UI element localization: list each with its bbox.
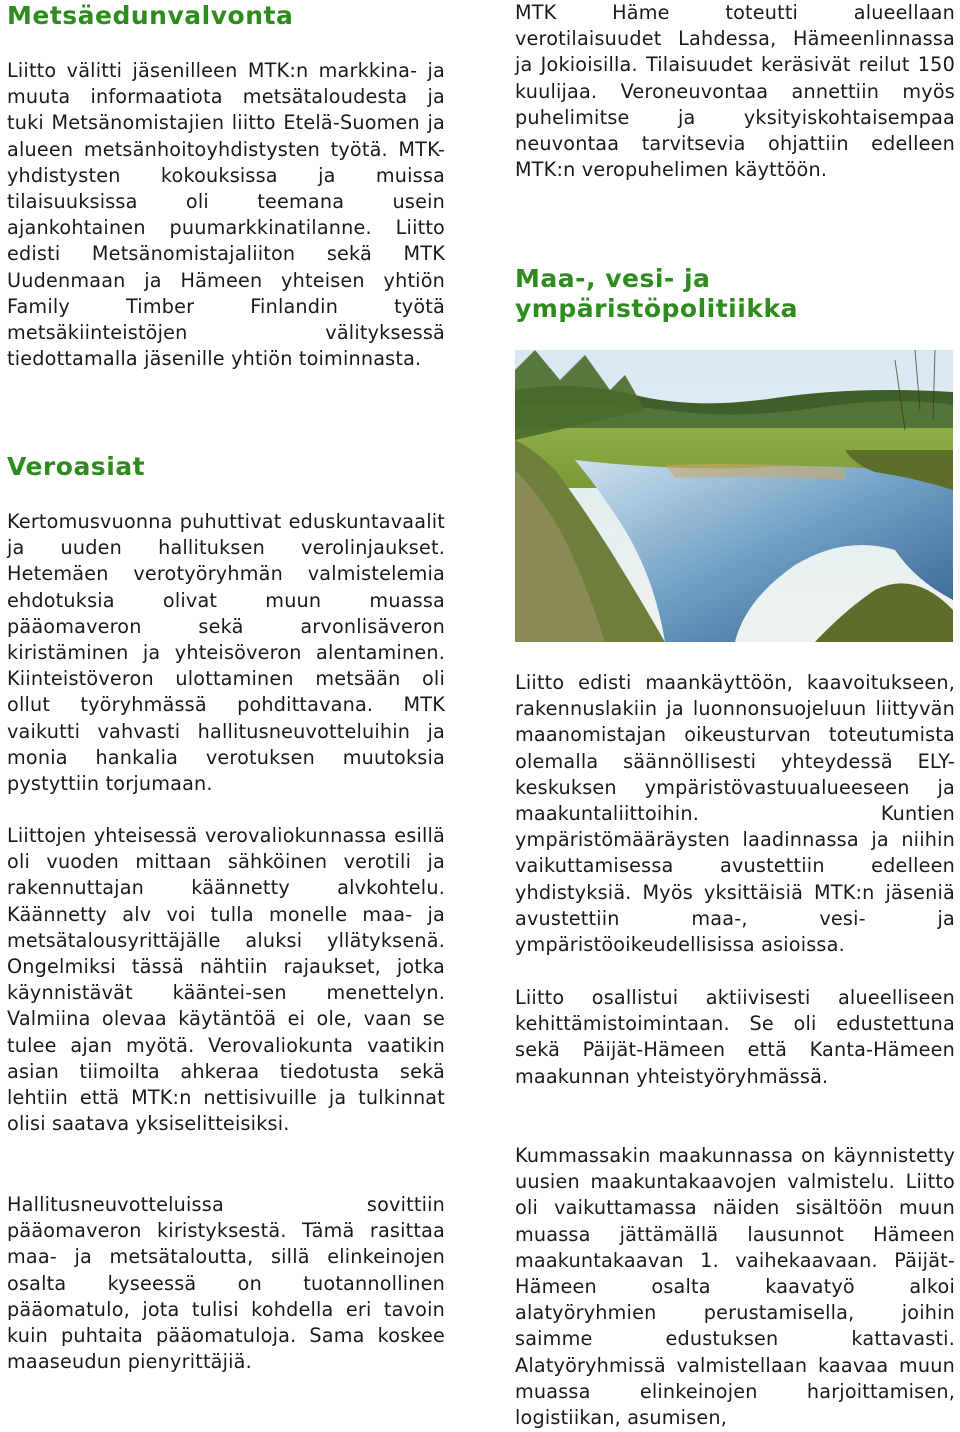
paragraph-tax-1: Kertomusvuonna puhuttivat eduskuntavaalit ja uuden hallituksen verolinjaukset. Hetemäen verotyöryhmän valmistelemia ehdotuksia olivat muun muassa pääomaveron sekä arvonlisäveron kiristäminen ja yhteisöveron alentaminen. Kiinteistöveron ulottaminen metsään oli ollut työryhmässä pohdittavana. MTK vaikutti vahvasti hallitusneuvotteluihin ja monia hankalia verotuksen muutoksia pystyttiin torjumaan.	[7, 510, 445, 796]
paragraph-tax-events: MTK Häme toteutti alueellaan verotilaisuudet Lahdessa, Hämeenlinnassa ja Jokioisilla. Tilaisuudet keräsivät reilut 150 kuulijaa. Veroneuvontaa annettiin myös puhelimitse ja yksityiskohtaisempaa neuvontaa tarvitsevia ohjattiin edelleen MTK:n veropuhelimen käyttöön.	[515, 1, 955, 182]
paragraph-environment-1: Liitto edisti maankäyttöön, kaavoitukseen, rakennuslakiin ja luonnonsuojeluun liittyvän maanomistajan oikeusturvan toteutumista olemalla säännöllisesti yhteydessä ELY-keskuksen ympäristövastuualueeseen ja maakuntaliittoihin. Kuntien ympäristömääräysten laadinnassa ja niihin vaikuttamisessa avustettiin edelleen yhdistyksiä. Myös yksittäisiä MTK:n jäseniä avustettiin maa-, vesi- ja ympäristöoikeudellisissa asioissa.	[515, 671, 955, 957]
section-heading-forest: Metsäedunvalvonta	[7, 1, 294, 30]
paragraph-tax-3: Hallitusneuvotteluissa sovittiin pääomaveron kiristyksestä. Tämä rasittaa maa- ja metsätaloutta, sillä elinkeinojen osalta kyseessä on tuotannollinen pääomatulo, jota tulisi kohdella eri tavoin kuin puhtaita pääomatuloja. Sama koskee maaseudun pienyrittäjiä.	[7, 1193, 445, 1374]
river-landscape-photo	[515, 350, 953, 642]
section-heading-tax: Veroasiat	[7, 452, 146, 481]
section-heading-environment: Maa-, vesi- ja ympäristöpolitiikka	[515, 264, 798, 323]
paragraph-forest: Liitto välitti jäsenilleen MTK:n markkina- ja muuta informaatiota metsätaloudesta ja tuki Metsänomistajien liitto Etelä-Suomen ja alueen metsänhoitoyhdistysten työtä. MTK-yhdistysten kokouksissa ja muissa tilaisuuksissa oli teemana usein ajankohtainen puumarkkinatilanne. Liitto edisti Metsänomistajaliiton sekä MTK Uudenmaan ja Hämeen yhteisen yhtiön Family Timber Finlandin työtä metsäkiinteistöjen välityksessä tiedottamalla jäsenille yhtiön toiminnasta.	[7, 59, 445, 371]
paragraph-environment-3: Kummassakin maakunnassa on käynnistetty uusien maakuntakaavojen valmistelu. Liitto oli vaikuttamassa näiden sisältöön muun muassa jättämällä lausunnot Hämeen maakuntakaavan 1. vaihekaavaan. Päijät-Hämeen osalta kaavatyö alkoi alatyöryhmien perustamisella, joihin saimme edustuksen kattavasti. Alatyöryhmissä valmistellaan kaavaa muun muassa elinkeinojen harjoittamisen, logistiikan, asumisen,	[515, 1144, 955, 1430]
paragraph-environment-2: Liitto osallistui aktiivisesti alueelliseen kehittämistoimintaan. Se oli edustettuna sekä Päijät-Hämeen että Kanta-Hämeen maakunnan yhteistyöryhmässä.	[515, 986, 955, 1088]
paragraph-tax-2: Liittojen yhteisessä verovaliokunnassa esillä oli vuoden mittaan sähköinen verotili ja rakennuttajan käännetty alvkohtelu. Käännetty alv voi tulla monelle maa- ja metsätalousyrittäjälle aluksi yllätyksenä. Ongelmiksi tässä nähtiin rajaukset, jotka käynnistävät kääntei-sen menettelyn. Valmiina olevaa käytäntöä ei ole, vaan se tulee ajan myötä. Verovaliokunta vaatikin asian tiimoilta ahkeraa tiedotusta sekä lehtiin että MTK:n nettisivuille ja tulkinnat olisi saatava yksiselitteisiksi.	[7, 824, 445, 1136]
